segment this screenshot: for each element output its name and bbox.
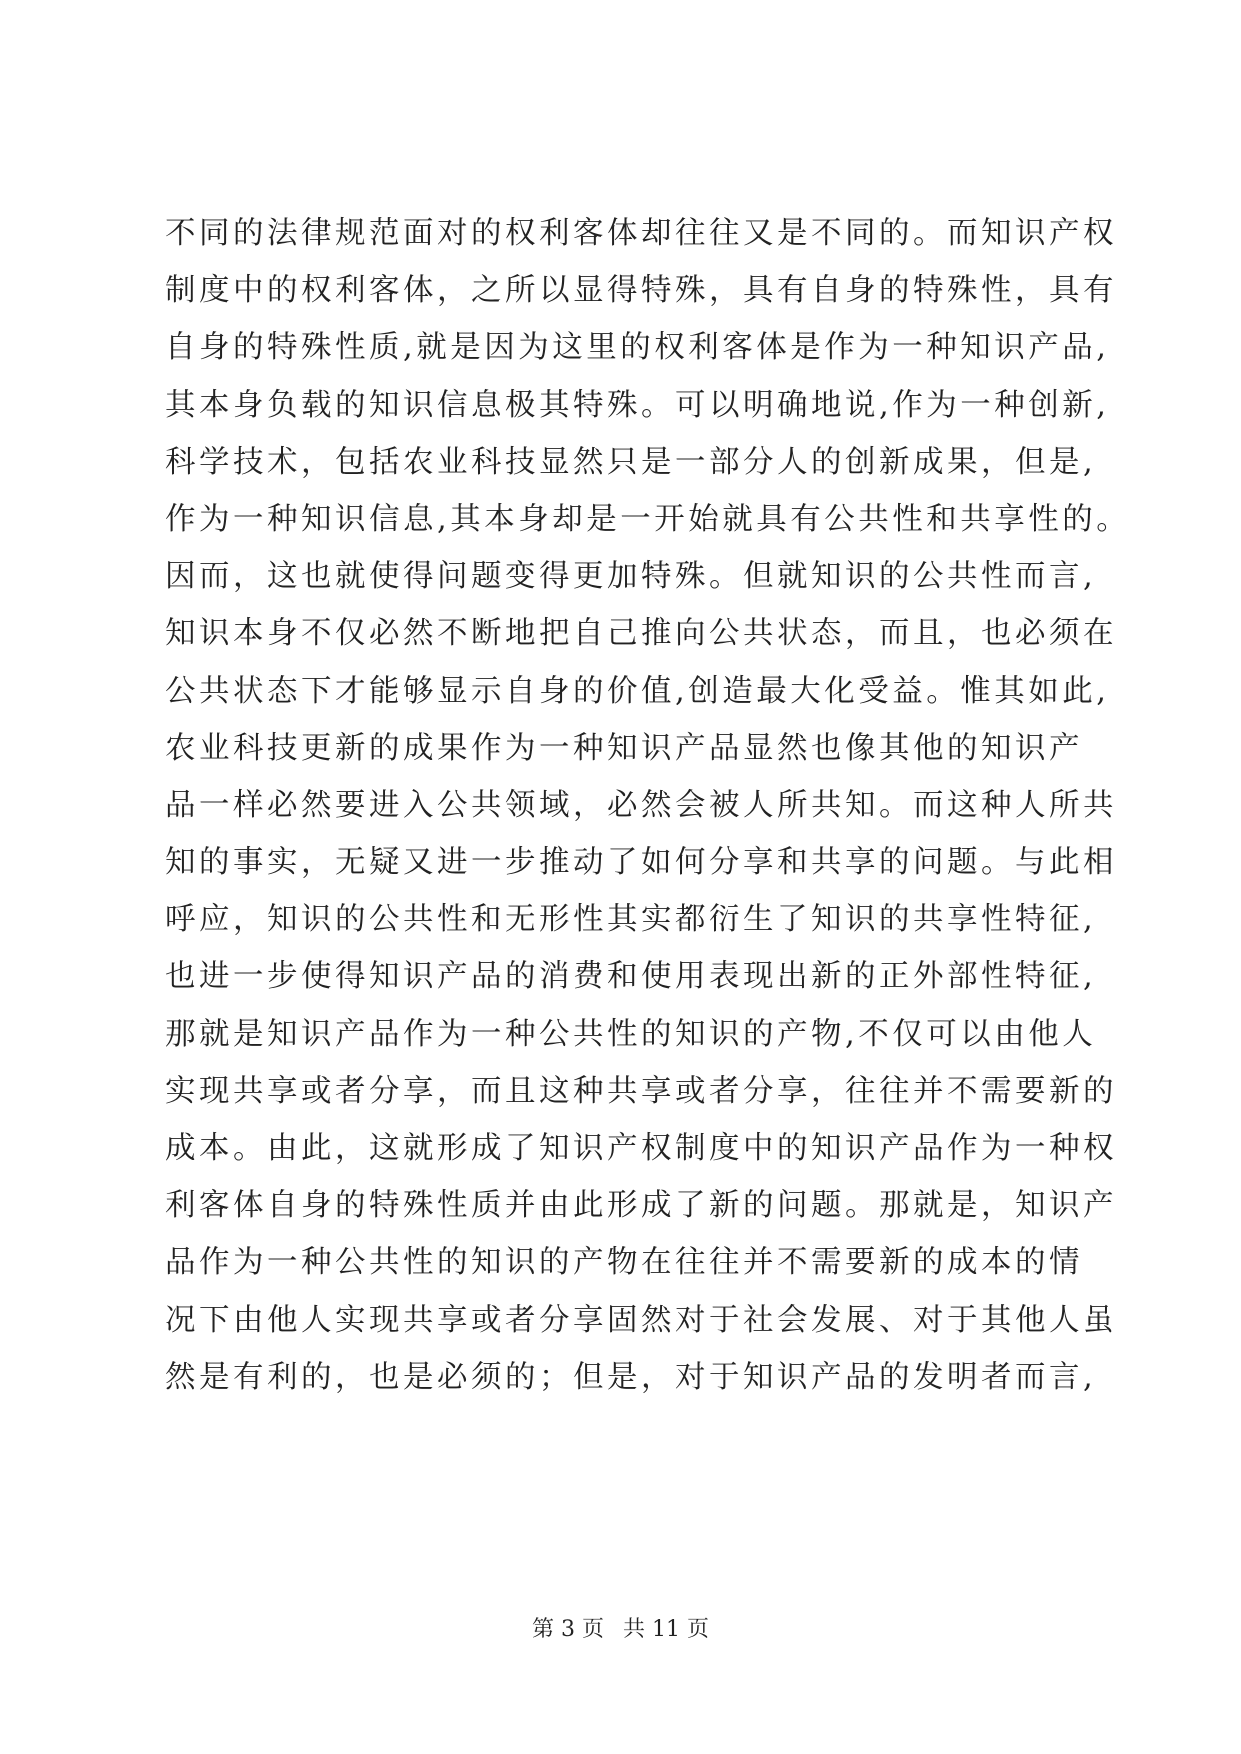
- text-line: 不同的法律规范面对的权利客体却往往又是不同的。而知识产权: [165, 216, 1117, 251]
- text-line: 品一样必然要进入公共领域，必然会被人所共知。而这种人所共: [165, 787, 1117, 823]
- text-line: 品作为一种公共性的知识的产物在往往并不需要新的成本的情: [165, 1245, 1083, 1281]
- text-line: 成本。由此，这就形成了知识产权制度中的知识产品作为一种权: [165, 1131, 1117, 1166]
- page-footer: [0, 1612, 1241, 1643]
- text-line: 实现共享或者分享，而且这种共享或者分享，往往并不需要新的: [165, 1073, 1117, 1109]
- body-text: [165, 205, 1131, 1406]
- text-line: 其本身负载的知识信息极其特殊。可以明确地说,作为一种创新,: [165, 387, 1110, 423]
- page-total: 共 11 页: [623, 1617, 709, 1642]
- text-line: 因而，这也就使得问题变得更加特殊。但就知识的公共性而言,: [165, 559, 1097, 595]
- text-line: 自身的特殊性质,就是因为这里的权利客体是作为一种知识产品,: [165, 330, 1110, 366]
- text-line: 作为一种知识信息,其本身却是一开始就具有公共性和共享性的。: [165, 501, 1131, 537]
- text-line: 况下由他人实现共享或者分享固然对于社会发展、对于其他人虽: [165, 1302, 1117, 1338]
- text-line: 知识本身不仅必然不断地把自己推向公共状态，而且，也必须在: [165, 616, 1117, 652]
- text-line: 公共状态下才能够显示自身的价值,创造最大化受益。惟其如此,: [165, 673, 1110, 709]
- text-line: 也进一步使得知识产品的消费和使用表现出新的正外部性特征,: [165, 959, 1097, 995]
- text-line: 那就是知识产品作为一种公共性的知识的产物,不仅可以由他人: [165, 1016, 1097, 1052]
- text-line: 然是有利的，也是必须的；但是，对于知识产品的发明者而言,: [165, 1359, 1097, 1395]
- text-line: 利客体自身的特殊性质并由此形成了新的问题。那就是，知识产: [165, 1188, 1117, 1224]
- text-line: 制度中的权利客体，之所以显得特殊，具有自身的特殊性，具有: [165, 273, 1117, 309]
- text-line: 呼应，知识的公共性和无形性其实都衍生了知识的共享性特征,: [165, 902, 1097, 938]
- text-line: 科学技术，包括农业科技显然只是一部分人的创新成果，但是,: [165, 444, 1097, 480]
- text-line: 知的事实，无疑又进一步推动了如何分享和共享的问题。与此相: [165, 845, 1117, 881]
- text-line: 农业科技更新的成果作为一种知识产品显然也像其他的知识产: [165, 730, 1083, 766]
- page-number: 第 3 页: [532, 1617, 604, 1642]
